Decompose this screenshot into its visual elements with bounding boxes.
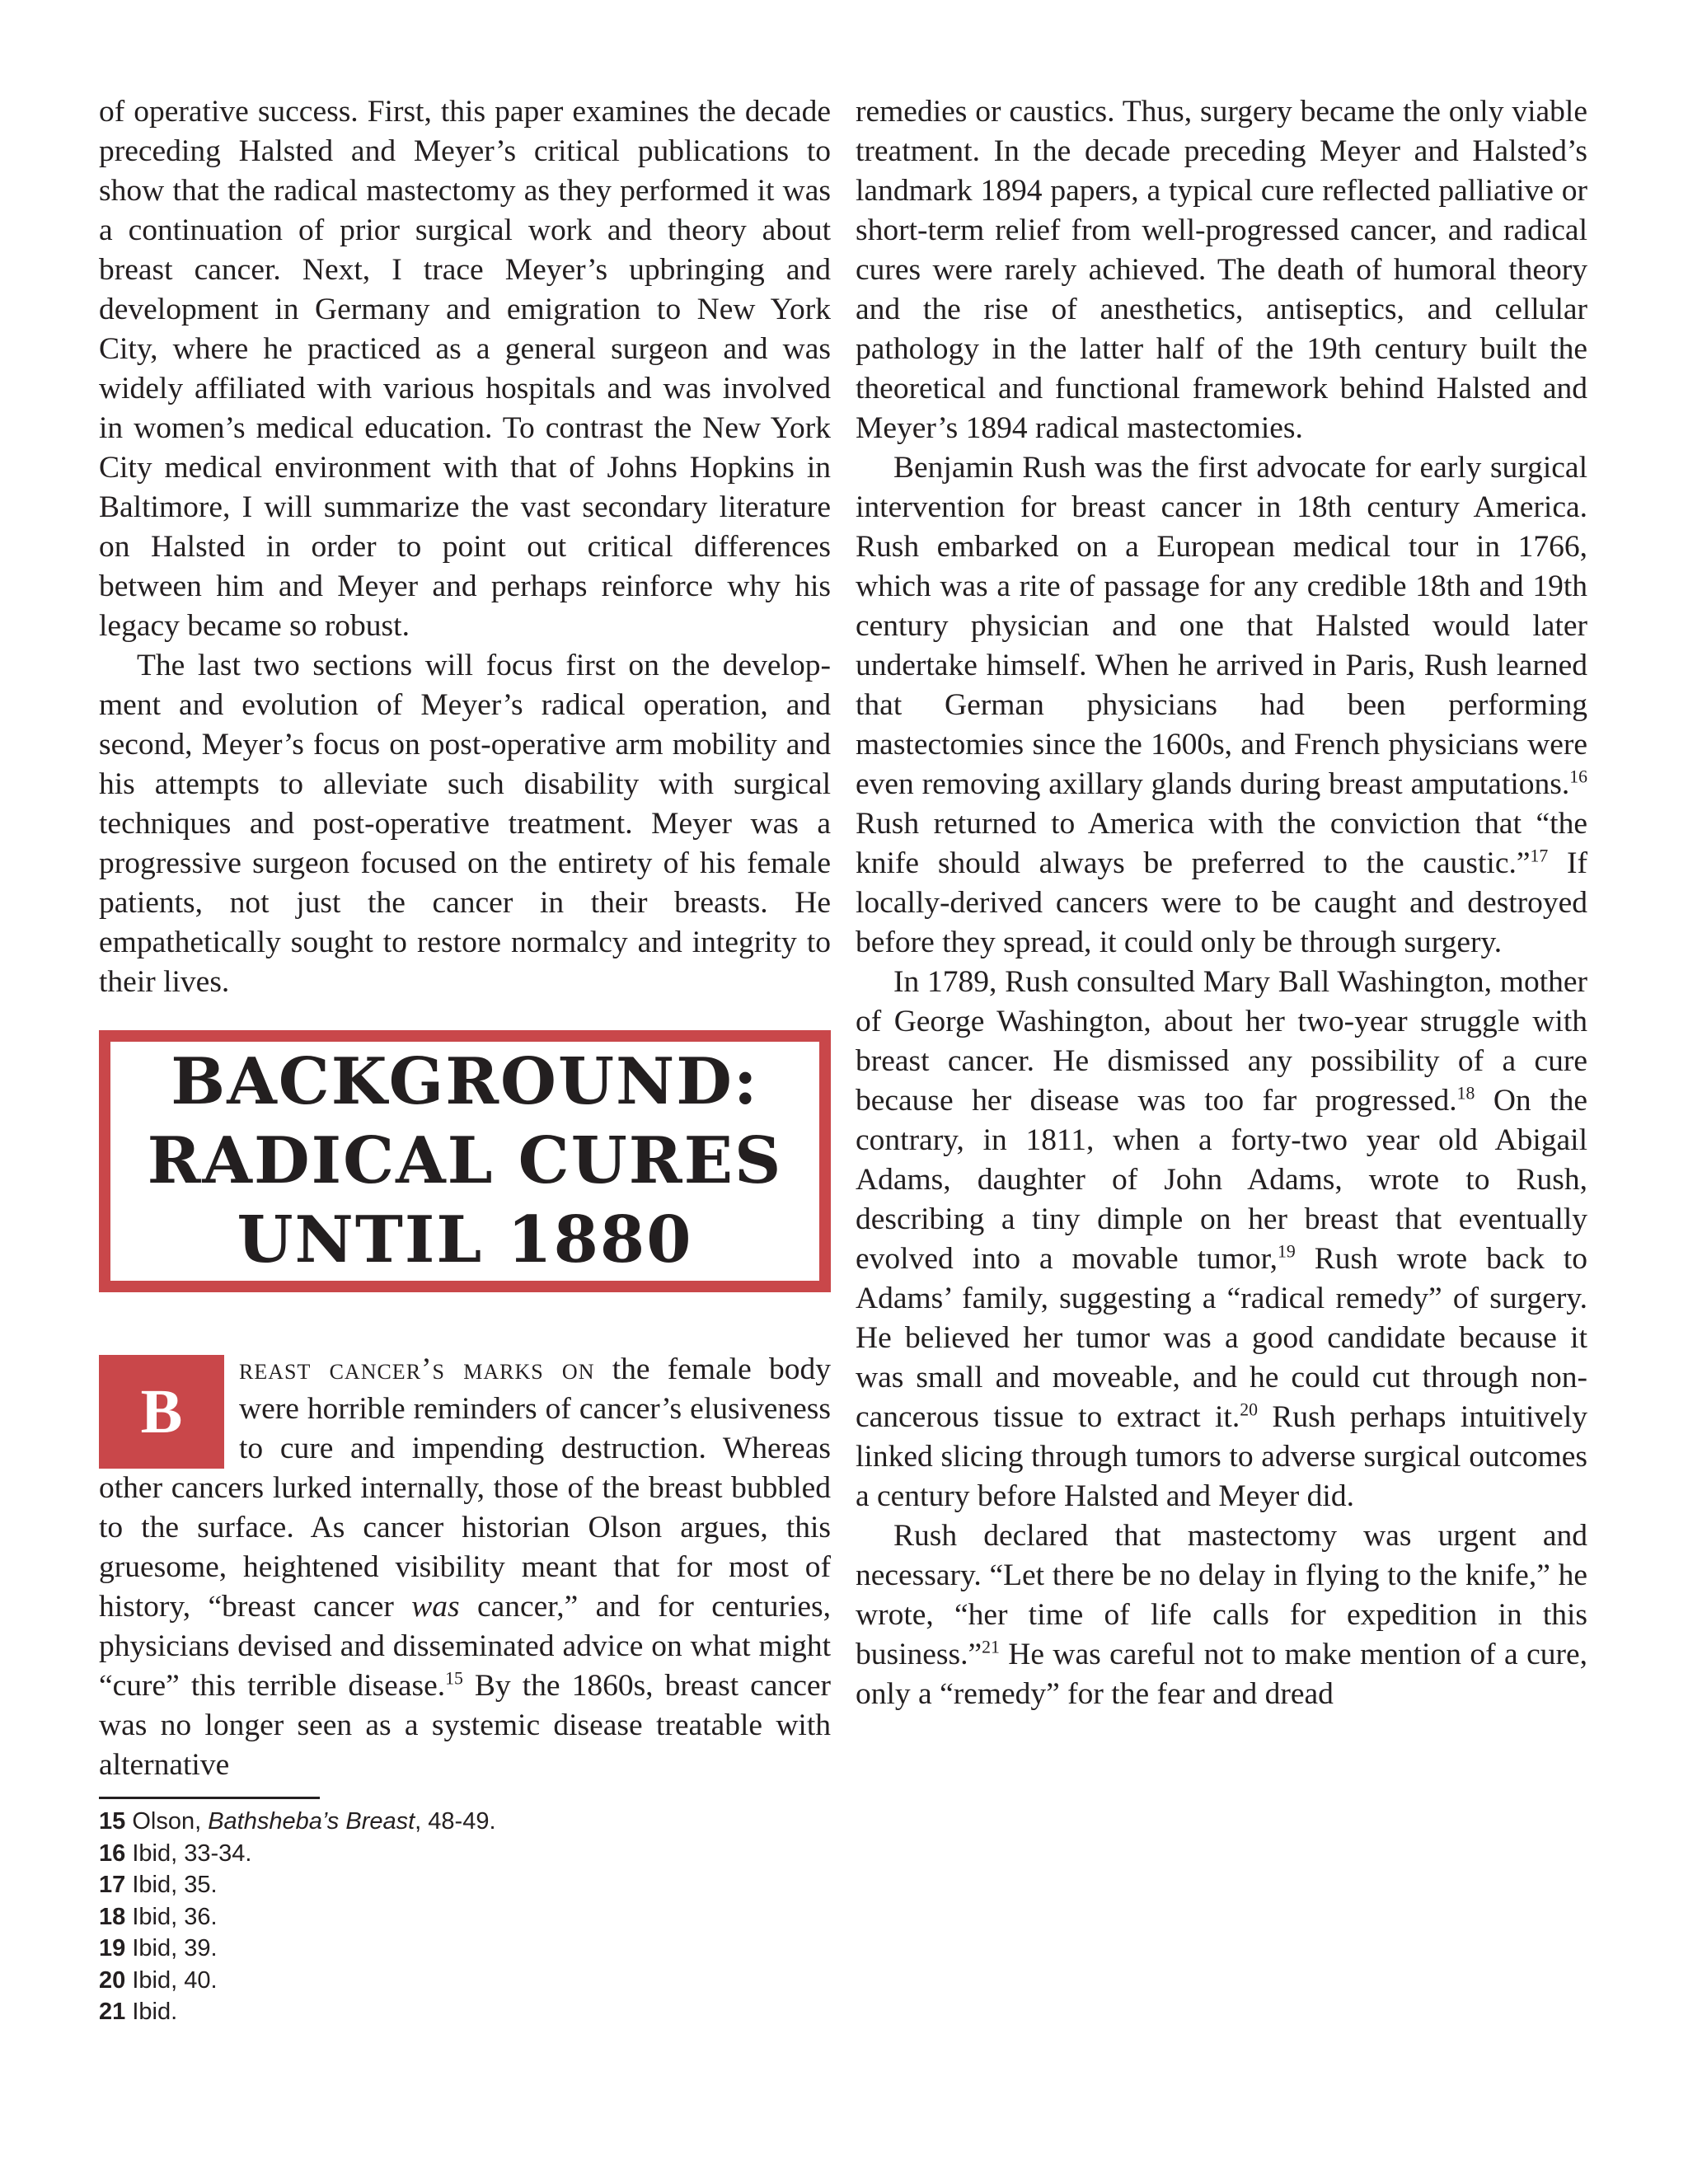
footnote-text: Ibid, 40.: [125, 1966, 218, 1994]
emphasis-text: was: [411, 1590, 460, 1624]
footnote: [99, 1933, 831, 1965]
footnotes: [99, 1806, 831, 2028]
footnote-text: Ibid.: [125, 1999, 178, 2025]
footnote-text: Ibid, 35.: [125, 1872, 218, 1898]
footnote: [99, 1901, 831, 1933]
paragraph-text: Rush declared that mastectomy was urgent and necessary. “Let there be no delay in flying to the knife,” he wrote, “her time of life calls for expedition in this business.”: [856, 1519, 1587, 1671]
section-heading-line: UNTIL 1880: [237, 1202, 693, 1277]
paragraph: [856, 448, 1587, 963]
footnote-text: , 48-49.: [415, 1808, 496, 1835]
footnote-text: Olson,: [125, 1808, 209, 1835]
footnote-ref: 19: [1278, 1241, 1296, 1262]
paragraph-text: Rush returned to America with the conviction that “the knife should always be preferred to the caustic.”: [856, 807, 1587, 880]
footnote-title: Bathsheba’s Breast: [208, 1808, 415, 1835]
footnote-number: 17: [99, 1872, 126, 1898]
paragraph: [99, 1350, 831, 1785]
small-caps-lead: reast cancer’s marks on: [239, 1352, 595, 1386]
footnote-number: 21: [99, 1999, 126, 2025]
footnote-ref: 17: [1530, 846, 1549, 866]
paragraph-text: the female body were horrible reminders of cancer’s elusiveness to cure and impending destruction. Whereas other cancers lurked internally, those of the breast bubbled to the surface. As cancer historian Olson argues, this gruesome, heightened visibility meant that for most of history, “breast cancer: [99, 1352, 832, 1624]
footnote-divider: [99, 1797, 320, 1799]
footnote: [99, 1869, 831, 1901]
right-column: [856, 92, 1587, 1714]
paragraph: of operative success. First, this paper examines the decade preceding Halsted and Meyer’s critical publications to show that the radical mastectomy as they performed it was a continuation of prior surgical work and theory about breast cancer. Next, I trace Meyer’s upbringing and development in Germany and emigration to New York City, where he practiced as a general surgeon and was widely affiliated with various hospitals and was involved in women’s medical education. To contrast the New York City medical environment with that of Johns Hopkins in Baltimore, I will summarize the vast secondary literature on Halsted in order to point out critical differences between him and Meyer and perhaps reinforce why his legacy became so robust.: [99, 95, 831, 643]
paragraph-text: In 1789, Rush consulted Mary Ball Washington, mother of George Washington, about her two-year struggle with breast cancer. He dismissed any possibility of a cure because her disease was too far progressed.: [856, 965, 1587, 1118]
footnote-text: Ibid, 39.: [125, 1935, 218, 1961]
footnote-text: Ibid, 33-34.: [125, 1840, 252, 1867]
paragraph-text: cancer,” and for centuries, physicians devised and disseminated advice on what might “cure” this terrible disease.: [99, 1590, 831, 1703]
paragraph: remedies or caustics. Thus, surgery became the only viable treatment. In the decade preceding Meyer and Halsted’s landmark 1894 papers, a typical cure reflected palliative or short-term relief from well-progressed cancer, and radical cures were rarely achieved. The death of humoral theory and the rise of anesthetics, antiseptics, and cellular pathology in the latter half of the 19th century built the theoretical and functional framework behind Halsted and Meyer’s 1894 radical mastectomies.: [856, 95, 1587, 445]
section-heading-box: [99, 1030, 831, 1292]
footnote: [99, 1806, 831, 1838]
footnote-ref: 18: [1456, 1083, 1475, 1104]
footnote: [99, 1996, 831, 2028]
footnote-text: Ibid, 36.: [125, 1903, 218, 1930]
footnote-number: 18: [99, 1903, 126, 1930]
paragraph-text: Rush wrote back to Adams’ family, suggesting a “radical remedy” of surgery. He believed her tumor was a good candidate because it was small and moveable, and he could cut through non-cancerous tissue to extract it.: [856, 1242, 1587, 1434]
paragraph-text: If locally-derived cancers were to be caught and destroyed before they spread, it could only be through surgery.: [856, 846, 1587, 959]
paragraph-text: By the 1860s, breast cancer was no longer seen as a systemic disease treatable with alternative: [99, 1669, 831, 1782]
paragraph: [856, 963, 1587, 1516]
left-column: [99, 92, 831, 2028]
footnote-ref: 21: [982, 1637, 1000, 1657]
footnote: [99, 1965, 831, 1997]
section-heading-line: BACKGROUND:: [171, 1044, 759, 1119]
footnote: [99, 1838, 831, 1870]
footnote-number: 20: [99, 1966, 126, 1994]
section-heading-line: RADICAL CURES: [147, 1123, 783, 1198]
footnote-number: 16: [99, 1840, 126, 1867]
paragraph: [856, 1516, 1587, 1714]
drop-cap: B: [99, 1355, 224, 1469]
paragraph: The last two sections will focus first on the development and evolution of Meyer’s radical operation, and second, Meyer’s focus on post-operative arm mobility and his attempts to alleviate such disability with surgical techniques and post-operative treatment. Meyer was a progressive surgeon focused on the entirety of his female patients, not just the cancer in their breasts. He empathetically sought to restore normalcy and integrity to their lives.: [99, 649, 831, 999]
footnote-ref: 20: [1240, 1399, 1258, 1420]
footnote-number: 19: [99, 1935, 126, 1961]
paragraph-text: Rush perhaps intuitively linked slicing through tumors to adverse surgical outcomes a century before Halsted and Meyer did.: [856, 1400, 1587, 1513]
paragraph-text: Benjamin Rush was the first advocate for early surgical intervention for breast cancer in 18th century America. Rush embarked on a European medical tour in 1766, which was a rite of passage for any credible 18th and 19th century physician and one that Halsted would later undertake himself. When he arrived in Paris, Rush learned that German physicians had been performing mastectomies since the 1600s, and French physicians were even removing axillary glands during breast amputations.: [856, 451, 1587, 801]
footnote-ref: 15: [445, 1668, 463, 1689]
footnote-number: 15: [99, 1808, 126, 1835]
paragraph-text: On the contrary, in 1811, when a forty-two year old Abigail Adams, daughter of John Adams, wrote to Rush, describing a tiny dimple on her breast that eventually evolved into a movable tumor,: [856, 1084, 1587, 1276]
paragraph-text: He was careful not to make mention of a cure, only a “remedy” for the fear and dread: [856, 1638, 1587, 1711]
footnote-ref: 16: [1569, 766, 1587, 787]
